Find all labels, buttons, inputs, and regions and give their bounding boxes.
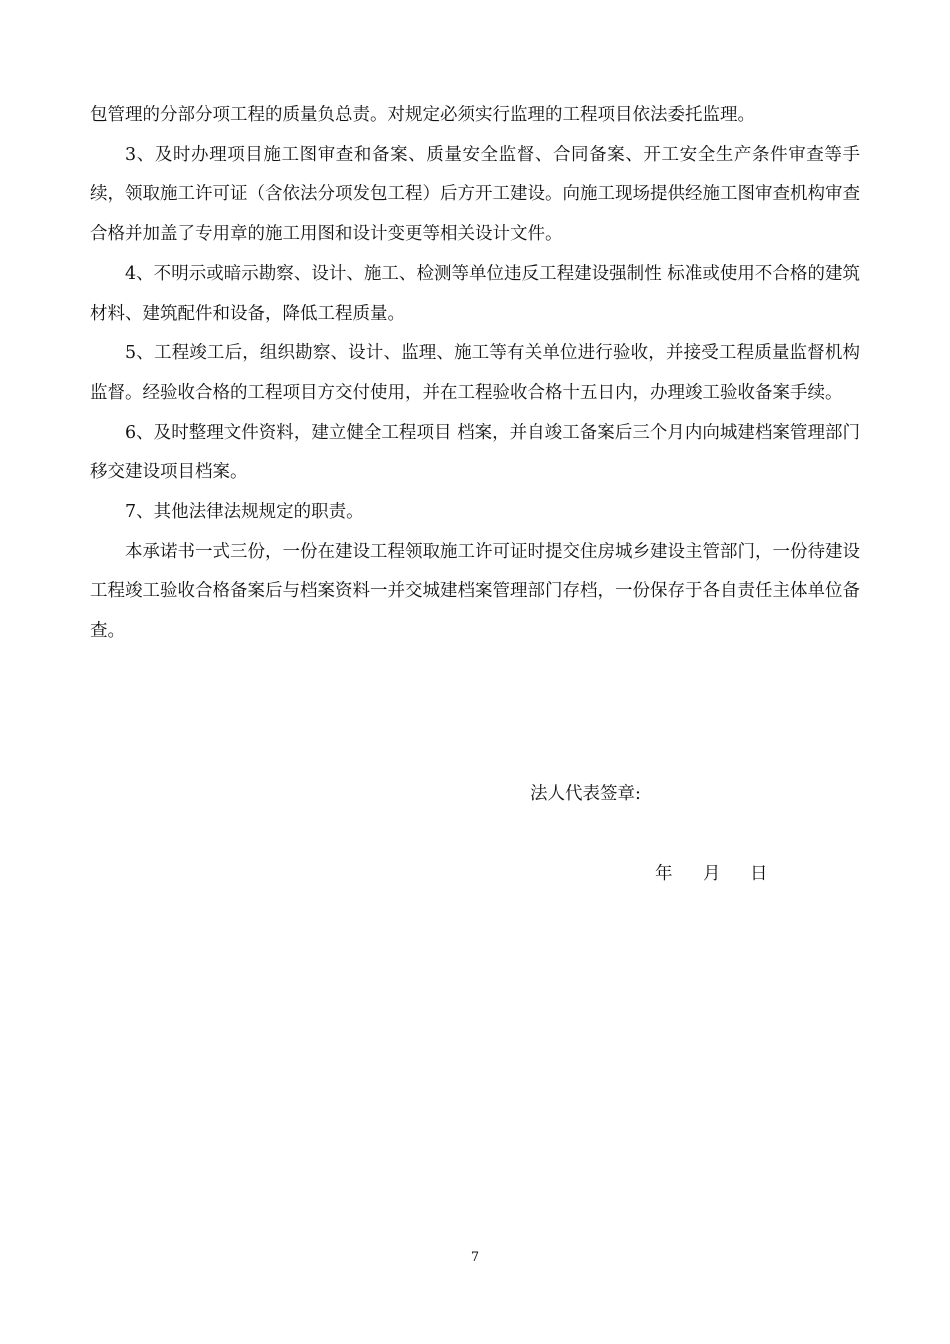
- paragraph-copies-note: 本承诺书一式三份，一份在建设工程领取施工许可证时提交住房城乡建设主管部门，一份待建设工程竣工验收合格备案后与档案资料一并交城建档案管理部门存档，一份保存于各自责任主体单位备查。: [90, 541, 860, 642]
- date-year-label: 年: [655, 864, 673, 884]
- body-text: [90, 96, 860, 652]
- signature-label: 法人代表签章:: [530, 784, 641, 804]
- paragraph-item-3: 3、及时办理项目施工图审查和备案、质量安全监督、合同备案、开工安全生产条件审查等手续，领取施工许可证（含依法分项发包工程）后方开工建设。向施工现场提供经施工图审查机构审查合格并加盖了专用章的施工用图和设计变更等相关设计文件。: [90, 144, 860, 245]
- date-day-label: 日: [750, 864, 768, 884]
- paragraph-item-7: 7、其他法律法规规定的职责。: [125, 502, 364, 523]
- paragraph-item-4: 4、不明示或暗示勘察、设计、施工、检测等单位违反工程建设强制性 标准或使用不合格的建筑材料、建筑配件和设备，降低工程质量。: [90, 263, 860, 324]
- paragraph-item-6: 6、及时整理文件资料，建立健全工程项目 档案，并自竣工备案后三个月内向城建档案管理部门移交建设项目档案。: [90, 422, 860, 483]
- date-month-label: 月: [703, 864, 721, 884]
- paragraph-item-5: 5、工程竣工后，组织勘察、设计、监理、施工等有关单位进行验收，并接受工程质量监督机构监督。经验收合格的工程项目方交付使用，并在工程验收合格十五日内，办理竣工验收备案手续。: [90, 343, 860, 403]
- paragraph-continuation: 包管理的分部分项工程的质量负总责。对规定必须实行监理的工程项目依法委托监理。: [90, 105, 755, 125]
- page-number: 7: [470, 1250, 480, 1265]
